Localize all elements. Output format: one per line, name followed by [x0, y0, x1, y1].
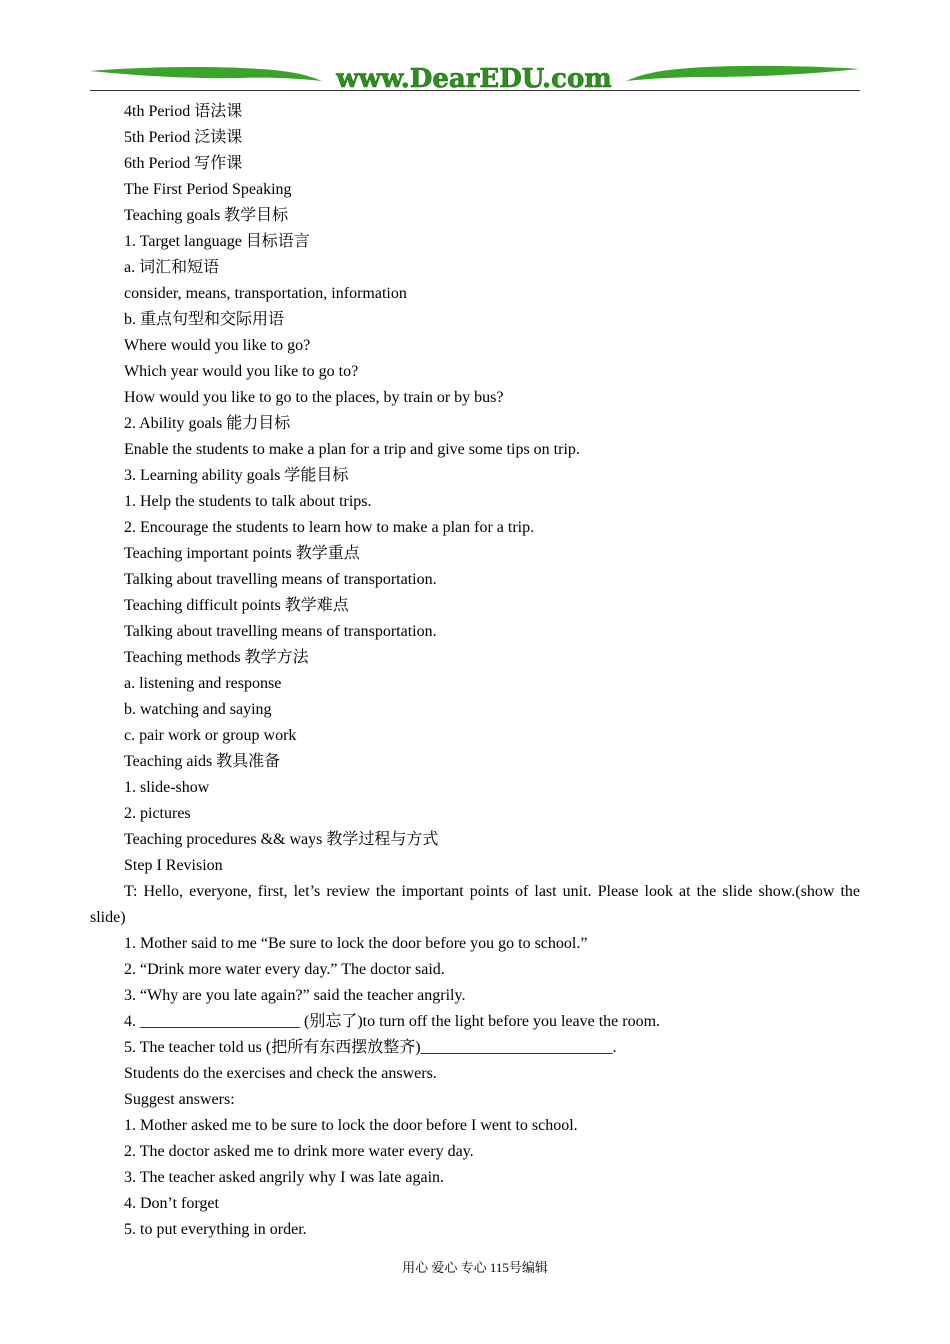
text-line: Teaching methods 教学方法	[124, 649, 309, 666]
text-line: 1. Target language 目标语言	[124, 233, 310, 250]
text-line: a. 词汇和短语	[124, 259, 220, 276]
text-line: 5. to put everything in order.	[124, 1221, 307, 1238]
text-line: Suggest answers:	[124, 1091, 235, 1108]
paragraph: T: Hello, everyone, first, let’s review the important points of last unit. Please look at the slide show.(show the slide)	[90, 883, 860, 926]
text-line: 4. Don’t forget	[124, 1195, 219, 1212]
document-body	[90, 99, 860, 1243]
text-line: Teaching aids 教具准备	[124, 753, 281, 770]
text-line: 1. Mother asked me to be sure to lock the door before I went to school.	[124, 1117, 578, 1134]
text-line: 2. “Drink more water every day.” The doctor said.	[124, 961, 445, 978]
text-line: 1. slide-show	[124, 779, 210, 796]
text-line: a. listening and response	[124, 675, 282, 692]
text-line: 4. ____________________ (别忘了)to turn off the light before you leave the room.	[124, 1013, 661, 1030]
text-line: 6th Period 写作课	[124, 155, 243, 172]
text-line: consider, means, transportation, information	[124, 285, 407, 302]
left-swoosh-icon	[90, 67, 322, 81]
text-line: How would you like to go to the places, by train or by bus?	[124, 389, 504, 406]
text-line: Teaching difficult points 教学难点	[124, 597, 349, 614]
text-line: 4th Period 语法课	[124, 103, 243, 120]
page-footer: 用心 爱心 专心 115号编辑	[402, 1260, 548, 1275]
logo-text: www.DearEDU.com	[336, 64, 612, 94]
text-line: 2. Ability goals 能力目标	[124, 415, 291, 432]
page-header	[90, 60, 860, 94]
text-line: 2. The doctor asked me to drink more water every day.	[124, 1143, 474, 1160]
text-line: Talking about travelling means of transportation.	[124, 623, 437, 640]
text-line: 5. The teacher told us (把所有东西摆放整齐)________________________.	[124, 1039, 617, 1056]
text-line: 2. Encourage the students to learn how to make a plan for a trip.	[124, 519, 535, 536]
text-line: Talking about travelling means of transportation.	[124, 571, 437, 588]
text-line: Enable the students to make a plan for a trip and give some tips on trip.	[124, 441, 580, 458]
section-heading: Step I Revision	[124, 857, 223, 874]
header-divider	[90, 90, 860, 91]
text-line: Students do the exercises and check the answers.	[124, 1065, 437, 1082]
text-line: 1. Mother said to me “Be sure to lock the door before you go to school.”	[124, 935, 588, 952]
dearedu-logo	[90, 60, 860, 94]
right-swoosh-icon	[626, 66, 860, 81]
text-line: c. pair work or group work	[124, 727, 297, 744]
text-line: b. watching and saying	[124, 701, 272, 718]
text-line: b. 重点句型和交际用语	[124, 311, 285, 328]
text-line: 2. pictures	[124, 805, 191, 822]
section-heading: The First Period Speaking	[124, 181, 292, 198]
text-line: 5th Period 泛读课	[124, 129, 243, 146]
text-line: 3. “Why are you late again?” said the teacher angrily.	[124, 987, 466, 1004]
text-line: 1. Help the students to talk about trips.	[124, 493, 372, 510]
text-line: 3. Learning ability goals 学能目标	[124, 467, 349, 484]
text-line: Where would you like to go?	[124, 337, 311, 354]
text-line: Teaching goals 教学目标	[124, 207, 289, 224]
text-line: 3. The teacher asked angrily why I was late again.	[124, 1169, 445, 1186]
text-line: Which year would you like to go to?	[124, 363, 359, 380]
text-line: Teaching procedures && ways 教学过程与方式	[124, 831, 439, 848]
text-line: Teaching important points 教学重点	[124, 545, 360, 562]
